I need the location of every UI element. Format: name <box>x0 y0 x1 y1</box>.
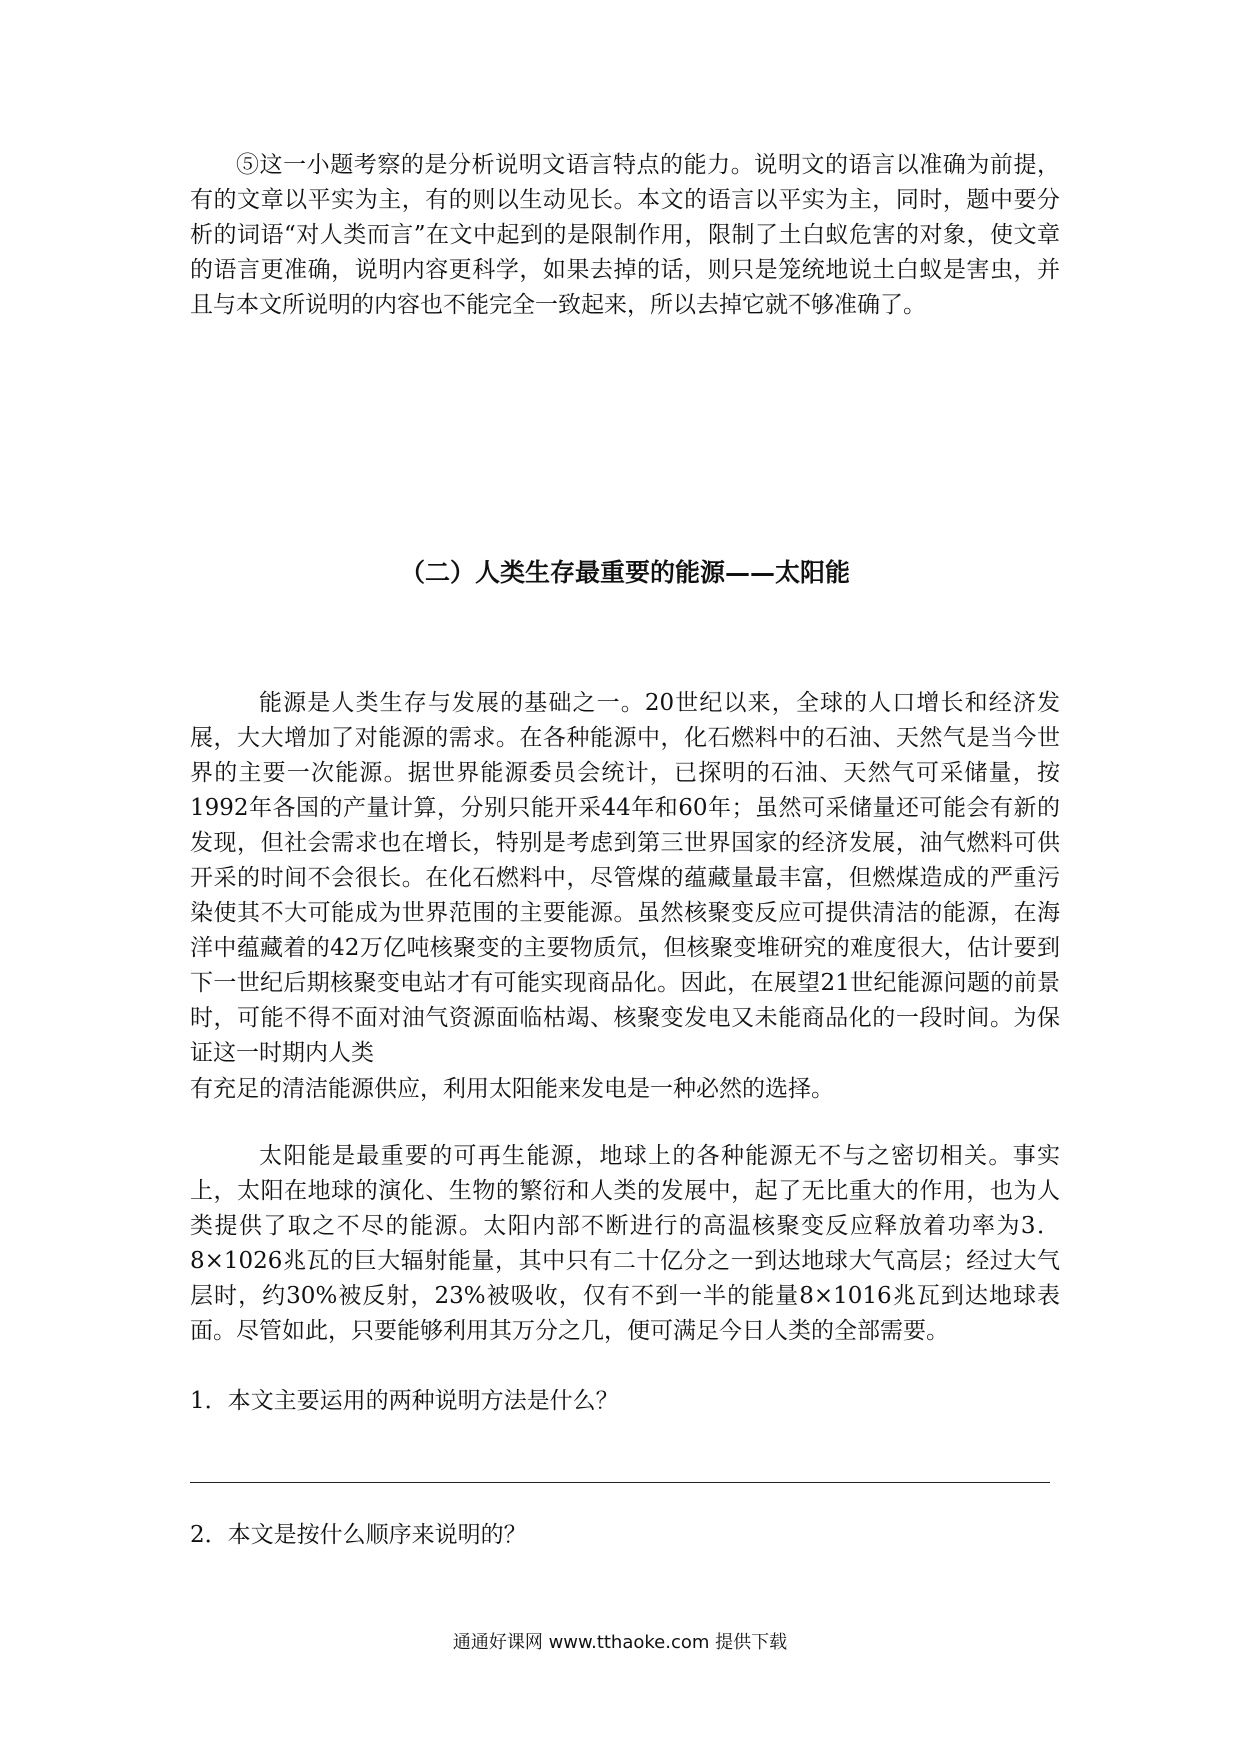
paragraph-energy-intro-continued: 有充足的清洁能源供应，利用太阳能来发电是一种必然的选择。 <box>190 1076 834 1102</box>
page-footer: 通通好课网 www.tthaoke.com 提供下载 <box>452 1632 788 1653</box>
section-title: （二）人类生存最重要的能源——太阳能 <box>399 558 850 587</box>
question-1: 1．本文主要运用的两种说明方法是什么？ <box>190 1388 619 1414</box>
paragraph-energy-intro: 能源是人类生存与发展的基础之一。20世纪以来，全球的人口增长和经济发展，大大增加了对能源的需求。在各种能源中，化石燃料中的石油、天然气是当今世界的主要一次能源。据世界能源委员会统计，已探明的石油、天然气可采储量，按1992年各国的产量计算，分别只能开采44年和60年；虽然可采储量还可能会有新的发现，但社会需求也在增长，特别是考虑到第三世界国家的经济发展，油气燃料可供开采的时间不会很长。在化石燃料中，尽管煤的蕴藏量最丰富，但燃煤造成的严重污染使其不大可能成为世界范围的主要能源。虽然核聚变反应可提供清洁的能源，在海洋中蕴藏着的42万亿吨核聚变的主要物质氘，但核聚变堆研究的难度很大，估计要到下一世纪后期核聚变电站才有可能实现商品化。因此，在展望21世纪能源问题的前景时，可能不得不面对油气资源面临枯竭、核聚变发电又未能商品化的一段时间。为保证这一时期内人类 <box>190 690 1060 1066</box>
question-2: 2．本文是按什么顺序来说明的？ <box>190 1522 527 1548</box>
answer-line-1 <box>190 1482 1050 1483</box>
paragraph-solar-energy: 太阳能是最重要的可再生能源，地球上的各种能源无不与之密切相关。事实上，太阳在地球的演化、生物的繁衍和人类的发展中，起了无比重大的作用，也为人类提供了取之不尽的能源。太阳内部不断进行的高温核聚变反应释放着功率为3．8×1026兆瓦的巨大辐射能量，其中只有二十亿分之一到达地球大气高层；经过大气层时，约30%被反射，23%被吸收，仅有不到一半的能量8×1016兆瓦到达地球表面。尽管如此，只要能够利用其万分之几，便可满足今日人类的全部需要。 <box>190 1143 1060 1344</box>
paragraph-analysis-5: ⑤这一小题考察的是分析说明文语言特点的能力。说明文的语言以准确为前提，有的文章以平实为主，有的则以生动见长。本文的语言以平实为主，同时，题中要分析的词语“对人类而言”在文中起到的是限制作用，限制了土白蚁危害的对象，使文章的语言更准确，说明内容更科学，如果去掉的话，则只是笼统地说土白蚁是害虫，并且与本文所说明的内容也不能完全一致起来，所以去掉它就不够准确了。 <box>190 152 1060 318</box>
